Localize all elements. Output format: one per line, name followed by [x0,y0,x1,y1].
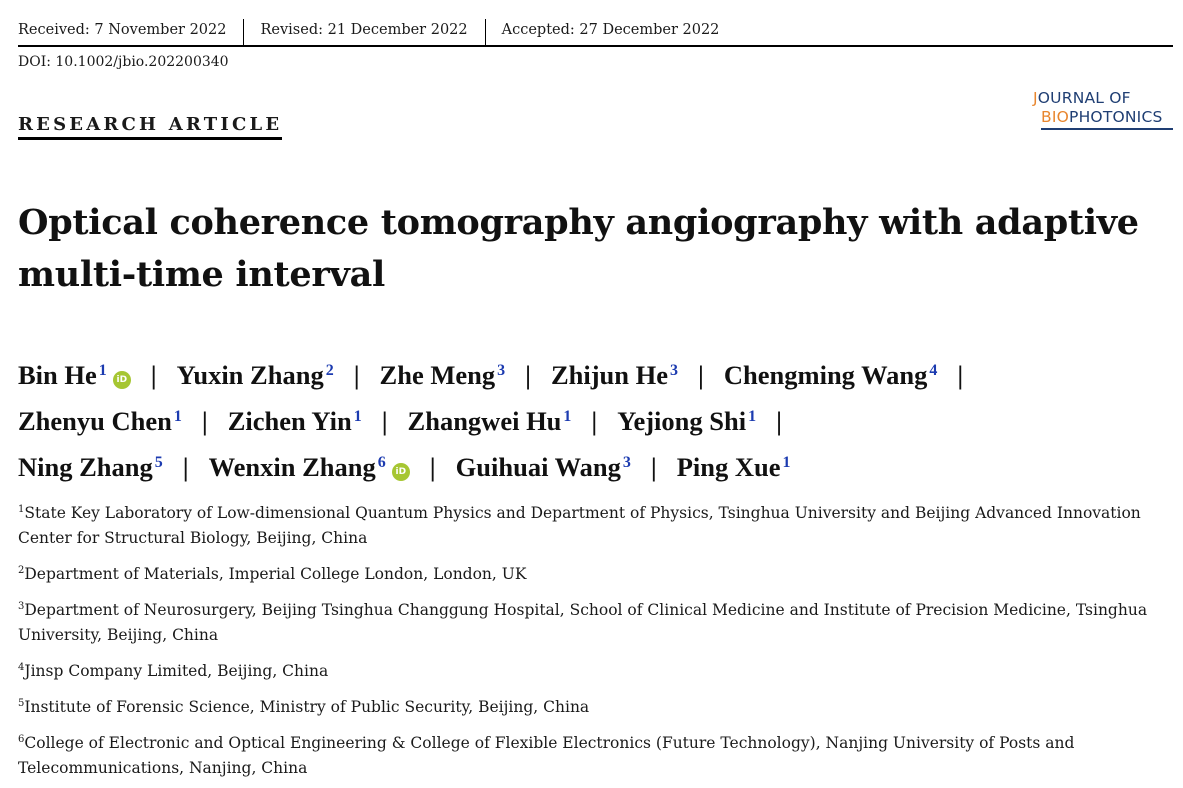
author[interactable]: Zhijun He $^3$ [550,360,679,390]
paper-title [18,197,1168,301]
author-separator: | [525,360,531,390]
date-separator [243,19,244,46]
author[interactable]: Yuxin Zhang $^2$ [176,360,334,390]
accepted-date: Accepted: 27 December 2022 [501,22,720,38]
author-separator: | [650,452,657,482]
affiliation-list [18,497,1158,788]
author-separator: | [381,406,388,436]
author[interactable]: Wenxin Zhang $^6$iD [209,452,410,482]
logo-photonics: PHOTONICS [1069,108,1163,126]
author[interactable]: Zhenyu Chen $^1$ [18,406,182,436]
author-separator: | [698,360,704,390]
author-separator: | [353,360,360,390]
logo-initial-bio: BIO [1041,108,1070,126]
affiliation: $^1$State Key Laboratory of Low-dimensional Quantum Physics and Department of Physics, Tsinghua University and Beijing Advanced Innovation Center for Structural Biology, Beijing, China [18,504,1141,547]
affiliation: $^6$College of Electronic and Optical Engineering & College of Flexible Electronics (Future Technology), Nanjing University of Posts and Telecommunications, Nanjing, China [18,734,1075,777]
title-line: Optical coherence tomography angiography with adaptive [18,202,1139,243]
author-separator: | [182,452,189,482]
revised-date: Revised: 21 December 2022 [260,22,468,38]
affiliation: $^5$Institute of Forensic Science, Ministry of Public Security, Beijing, China [18,698,590,716]
logo-initial-j: J [1033,89,1038,107]
author-list [18,350,1178,488]
title-line: multi-time interval [18,254,385,295]
author-separator: | [201,406,208,436]
author[interactable]: Chengming Wang $^4$ [723,360,938,390]
author[interactable]: Ping Xue $^1$ [676,452,791,482]
author[interactable]: Zhangwei Hu $^1$ [407,406,572,436]
author[interactable]: Zhe Meng $^3$ [379,360,506,390]
author[interactable]: Guihuai Wang $^3$ [455,452,631,482]
author-separator: | [591,406,598,436]
affiliation: $^2$Department of Materials, Imperial College London, London, UK [18,565,527,583]
received-date: Received: 7 November 2022 [18,22,227,38]
journal-logo [1033,89,1173,130]
author-line [18,396,1178,442]
author[interactable]: Bin He $^1$iD [18,360,131,390]
author-separator: | [957,360,964,390]
date-separator [485,19,486,46]
logo-journal-of: OURNAL OF [1037,89,1131,107]
author-line [18,350,1178,396]
author-line [18,442,1178,488]
author[interactable]: Zichen Yin $^1$ [227,406,362,436]
affiliation: $^4$Jinsp Company Limited, Beijing, China [18,662,329,680]
orcid-icon[interactable]: iD [392,463,410,481]
author-separator: | [429,452,436,482]
author-separator: | [776,406,782,436]
doi[interactable]: DOI: 10.1002/jbio.202200340 [18,54,229,70]
article-type-label: RESEARCH ARTICLE [18,114,282,140]
author[interactable]: Yejiong Shi $^1$ [617,406,757,436]
header-rule [18,45,1173,47]
orcid-icon[interactable]: iD [113,371,131,389]
author[interactable]: Ning Zhang $^5$ [18,452,163,482]
logo-underline [1041,128,1173,130]
affiliation: $^3$Department of Neurosurgery, Beijing Tsinghua Changgung Hospital, School of Clinical Medicine and Institute of Precision Medicine, Tsinghua University, Beijing, China [18,601,1148,644]
paper-first-page [18,0,1173,777]
dates-row [18,19,719,45]
author-separator: | [150,360,157,390]
